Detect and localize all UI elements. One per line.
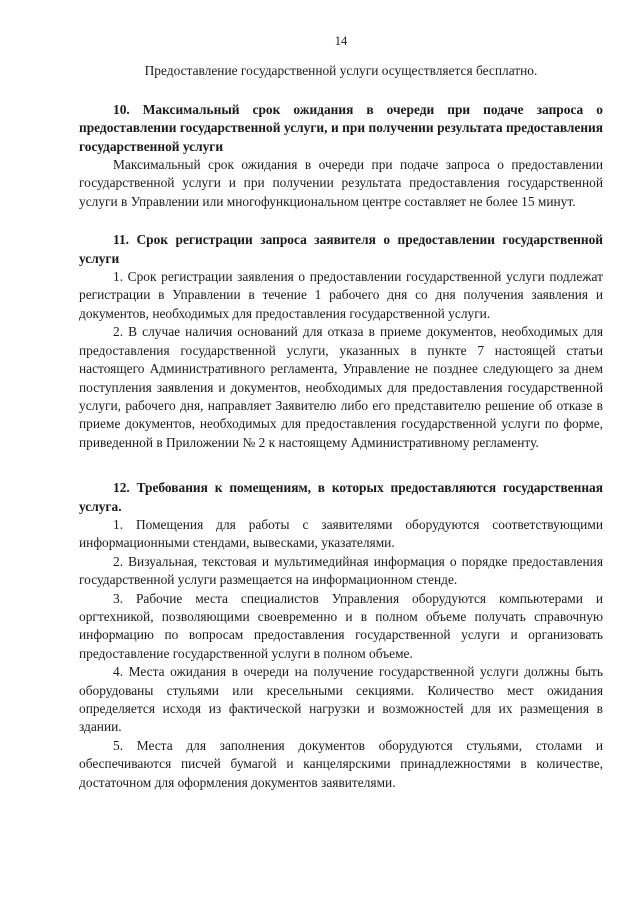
section-heading: 10. Максимальный срок ожидания в очереди при подаче запроса о предоставлении государственной услуги, и при получении результата предоставления государственной услуги [79, 101, 603, 154]
document-page [79, 32, 603, 792]
section-paragraph: 1. Помещения для работы с заявителями оборудуются соответствующими информационными стендами, вывесками, указателями. [79, 516, 603, 551]
section-11 [79, 231, 603, 452]
section-heading: 11. Срок регистрации запроса заявителя о предоставлении государственной услуги [79, 232, 603, 266]
section-paragraph: Максимальный срок ожидания в очереди при подаче запроса о предоставлении государственной услуги и при получении результата предоставления государственной услуги в Управлении или многофункциональном центре составляет не более 15 минут. [79, 157, 603, 209]
section-paragraph: 1. Срок регистрации заявления о предоставлении государственной услуги подлежат регистрации в Управлении в течение 1 рабочего дня со дня получения заявления и документов, необходимых для предоставления государственной услуги. [79, 269, 603, 321]
section-paragraph: 3. Рабочие места специалистов Управления оборудуются компьютерами и оргтехникой, позволяющими своевременно и в полном объеме получать справочную информацию по вопросам предоставления государственной услуги и организовать предоставление государственной услуги в полном объеме. [79, 590, 603, 661]
section-paragraph: 2. В случае наличия оснований для отказа в приеме документов, необходимых для предоставления государственной услуги, указанных в пункте 7 настоящей статьи настоящего Административного регламента, Управление не позднее следующего за днем поступления заявления и документов, необходимых для предоставления государственной услуги, рабочего дня, направляет Заявителю либо его представителю решение об отказе в приеме документов, необходимых для предоставления государственной услуги по форме, приведенной в Приложении № 2 к настоящему Административному регламенту. [79, 324, 603, 450]
intro-paragraph: Предоставление государственной услуги осуществляется бесплатно. [144, 63, 538, 79]
section-heading: 12. Требования к помещениям, в которых предоставляются государственная услуга. [79, 480, 603, 514]
section-paragraph: 5. Места для заполнения документов оборудуются стульями, столами и обеспечиваются писчей бумагой и канцелярскими принадлежностями в количестве, достаточном для оформления документов заявителями. [79, 737, 603, 790]
page-number: 14 [334, 34, 348, 48]
section-12 [79, 479, 603, 792]
section-10 [79, 101, 603, 211]
section-paragraph: 4. Места ожидания в очереди на получение государственной услуги должны быть оборудованы стульями или кресельными секциями. Количество мест ожидания определяется исходя из фактической нагрузки и возможностей для их размещения в здании. [79, 664, 603, 735]
section-paragraph: 2. Визуальная, текстовая и мультимедийная информация о порядке предоставления государственной услуги размещается на информационном стенде. [79, 553, 603, 588]
